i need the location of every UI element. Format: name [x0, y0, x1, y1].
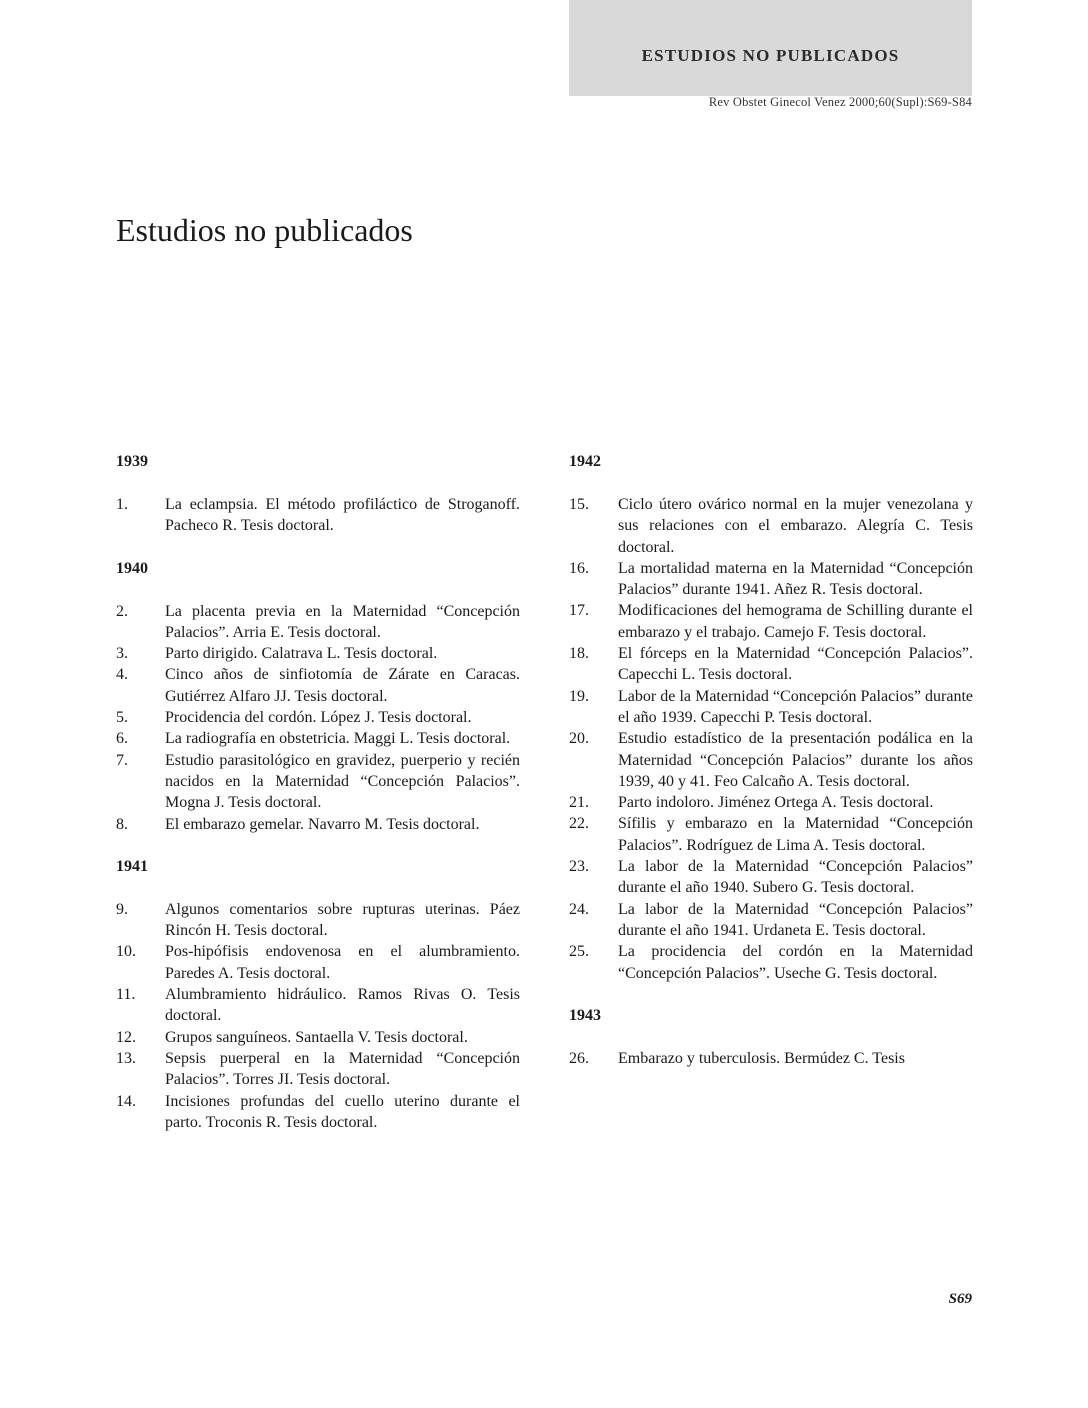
group-spacer	[116, 835, 520, 856]
entry-text: La placenta previa en la Maternidad “Concepción Palacios”. Arria E. Tesis doctoral.	[165, 602, 520, 641]
year-heading: 1943	[569, 1006, 601, 1024]
entry-number: 22.	[569, 815, 589, 833]
entry-number: 23.	[569, 858, 589, 876]
entry-number: 14.	[116, 1092, 136, 1110]
entry-text: Modificaciones del hemograma de Schilling durante el embarazo y el trabajo. Camejo F. Tesis doctoral.	[618, 602, 973, 641]
entry-number: 11.	[116, 986, 136, 1004]
list-item	[116, 664, 520, 707]
entry-text: Incisiones profundas del cuello uterino durante el parto. Troconis R. Tesis doctoral.	[165, 1092, 520, 1131]
journal-citation: Rev Obstet Ginecol Venez 2000;60(Supl):S69-S84	[708, 95, 972, 109]
entry-number: 21.	[569, 794, 589, 812]
list-item	[569, 600, 973, 643]
year-heading: 1942	[569, 453, 601, 470]
entry-number: 15.	[569, 496, 589, 513]
entry-text: La eclampsia. El método profiláctico de Stroganoff. Pacheco R. Tesis doctoral.	[165, 496, 520, 535]
list-item	[116, 899, 520, 942]
list-item	[569, 494, 973, 558]
entry-text: El fórceps en la Maternidad “Concepción Palacios”. Capecchi L. Tesis doctoral.	[618, 645, 973, 684]
list-item	[569, 558, 973, 601]
entry-number: 13.	[116, 1049, 136, 1067]
group-spacer	[569, 984, 973, 1005]
left-column	[116, 451, 520, 1133]
entry-number: 26.	[569, 1049, 589, 1067]
list-item	[569, 899, 973, 942]
entry-text: Embarazo y tuberculosis. Bermúdez C. Tesis	[618, 1049, 905, 1067]
right-column	[569, 451, 973, 1069]
entry-text: Cinco años de sinfiotomía de Zárate en Caracas. Gutiérrez Alfaro JJ. Tesis doctoral.	[165, 666, 520, 705]
entry-text: La mortalidad materna en la Maternidad “Concepción Palacios” durante 1941. Añez R. Tesis doctoral.	[618, 559, 973, 599]
entry-text: Parto dirigido. Calatrava L. Tesis doctoral.	[165, 645, 438, 663]
list-item	[116, 750, 520, 814]
entry-list	[116, 601, 520, 835]
entry-number: 25.	[569, 943, 589, 961]
entry-text: La labor de la Maternidad “Concepción Palacios” durante el año 1940. Subero G. Tesis doctoral.	[618, 858, 973, 897]
entry-number: 1.	[116, 496, 128, 513]
entry-number: 8.	[116, 815, 128, 833]
list-item	[116, 601, 520, 644]
entry-number: 7.	[116, 751, 128, 769]
list-item	[116, 1091, 520, 1134]
entry-text: Sífilis y embarazo en la Maternidad “Concepción Palacios”. Rodríguez de Lima A. Tesis doctoral.	[618, 815, 973, 854]
page-title: Estudios no publicados	[116, 212, 413, 248]
entry-number: 20.	[569, 730, 589, 748]
year-heading: 1940	[116, 559, 148, 577]
entry-text: Estudio parasitológico en gravidez, puerperio y recién nacidos en la Maternidad “Concepción Palacios”. Mogna J. Tesis doctoral.	[165, 751, 520, 812]
entry-number: 17.	[569, 602, 589, 620]
year-heading: 1939	[116, 453, 148, 470]
year-heading: 1941	[116, 857, 148, 875]
entry-text: Parto indoloro. Jiménez Ortega A. Tesis doctoral.	[618, 794, 934, 812]
entry-number: 18.	[569, 645, 589, 663]
entry-text: La procidencia del cordón en la Maternidad “Concepción Palacios”. Useche G. Tesis doctoral.	[618, 943, 973, 982]
list-item	[116, 494, 520, 537]
entry-text: La labor de la Maternidad “Concepción Palacios” durante el año 1941. Urdaneta E. Tesis doctoral.	[618, 900, 973, 939]
entry-text: Ciclo útero ovárico normal en la mujer venezolana y sus relaciones con el embarazo. Alegría C. Tesis doctoral.	[618, 496, 973, 556]
list-item	[569, 686, 973, 729]
list-item	[569, 792, 973, 813]
list-item	[569, 728, 973, 792]
list-item	[116, 728, 520, 749]
list-item	[116, 643, 520, 664]
section-header-tab	[569, 0, 972, 96]
entry-text: Estudio estadístico de la presentación podálica en la Maternidad “Concepción Palacios” durante los años 1939, 40 y 41. Feo Calcaño A. Tesis doctoral.	[618, 730, 973, 790]
entry-number: 10.	[116, 943, 136, 961]
list-item	[569, 1048, 973, 1069]
entry-text: Procidencia del cordón. López J. Tesis doctoral.	[165, 709, 472, 727]
list-item	[116, 707, 520, 728]
list-item	[569, 856, 973, 899]
list-item	[569, 941, 973, 984]
entry-list	[116, 899, 520, 1133]
entry-number: 3.	[116, 645, 128, 663]
section-label: ESTUDIOS NO PUBLICADOS	[641, 46, 900, 65]
group-spacer	[116, 537, 520, 558]
entry-number: 4.	[116, 666, 128, 684]
entry-text: La radiografía en obstetricia. Maggi L. Tesis doctoral.	[165, 730, 511, 748]
entry-number: 5.	[116, 709, 128, 727]
entry-number: 12.	[116, 1028, 136, 1046]
list-item	[116, 1027, 520, 1048]
entry-text: Grupos sanguíneos. Santaella V. Tesis doctoral.	[165, 1028, 468, 1046]
entry-text: Algunos comentarios sobre rupturas uterinas. Páez Rincón H. Tesis doctoral.	[165, 900, 520, 940]
entry-text: Labor de la Maternidad “Concepción Palacios” durante el año 1939. Capecchi P. Tesis doctoral.	[618, 687, 973, 726]
page-number: S69	[948, 1291, 972, 1307]
list-item	[116, 1048, 520, 1091]
entry-list	[569, 1048, 973, 1069]
entry-number: 16.	[569, 559, 589, 577]
entry-number: 6.	[116, 730, 128, 748]
entry-number: 24.	[569, 900, 589, 918]
list-item	[116, 984, 520, 1027]
entry-text: Alumbramiento hidráulico. Ramos Rivas O. Tesis doctoral.	[165, 986, 520, 1025]
entry-number: 2.	[116, 602, 128, 620]
entry-list	[569, 494, 973, 984]
list-item	[116, 814, 520, 835]
entry-text: El embarazo gemelar. Navarro M. Tesis doctoral.	[165, 815, 480, 833]
entry-list	[116, 494, 520, 537]
list-item	[116, 941, 520, 984]
entry-text: Sepsis puerperal en la Maternidad “Concepción Palacios”. Torres JI. Tesis doctoral.	[165, 1049, 520, 1089]
entry-text: Pos-hipófisis endovenosa en el alumbramiento. Paredes A. Tesis doctoral.	[165, 943, 520, 982]
list-item	[569, 643, 973, 686]
list-item	[569, 813, 973, 856]
entry-number: 19.	[569, 687, 589, 705]
entry-number: 9.	[116, 900, 128, 918]
